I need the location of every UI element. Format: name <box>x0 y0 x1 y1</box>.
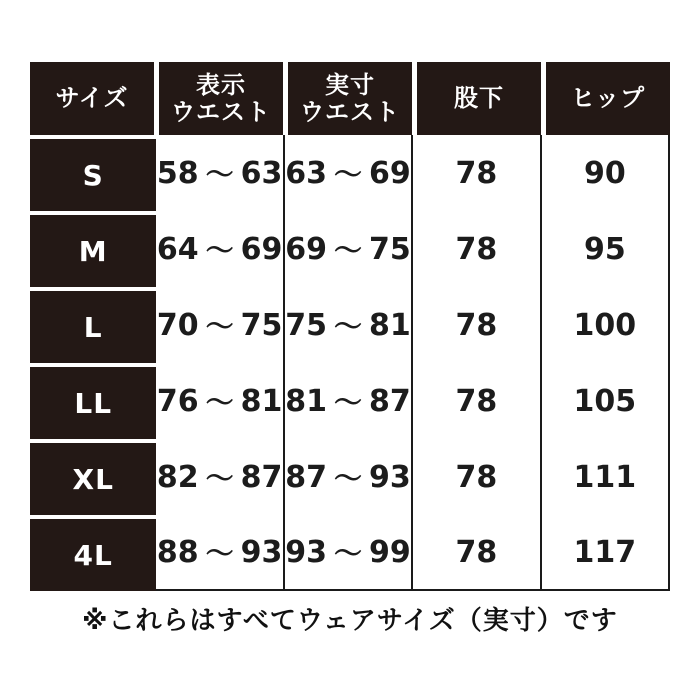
display-waist-cell <box>156 363 282 439</box>
table-row-xl <box>30 439 670 515</box>
size-cell: LL <box>30 363 156 439</box>
hip-cell: 90 <box>540 135 670 211</box>
inseam-cell: 78 <box>411 515 539 591</box>
header-actual-waist-line1: 実寸 <box>325 70 375 99</box>
table-row-ll <box>30 363 670 439</box>
range-min: 82 <box>156 459 199 495</box>
range-min: 76 <box>156 383 199 419</box>
table-row-l <box>30 287 670 363</box>
range-min: 69 <box>285 231 327 267</box>
range-tilde: 〜 <box>334 386 363 419</box>
header-actual-waist-line2: ウエスト <box>300 97 400 126</box>
range-tilde: 〜 <box>205 462 234 495</box>
range-min: 93 <box>285 534 327 570</box>
hip-cell: 100 <box>540 287 670 363</box>
range-max: 75 <box>369 231 411 267</box>
range-tilde: 〜 <box>334 537 363 570</box>
size-cell: S <box>30 135 156 211</box>
range-min: 70 <box>156 307 199 343</box>
range-max: 87 <box>240 459 283 495</box>
header-cell-size <box>30 62 154 135</box>
range-max: 87 <box>369 383 411 419</box>
range-tilde: 〜 <box>334 310 363 343</box>
header-hip-label: ヒップ <box>570 84 646 112</box>
actual-waist-cell <box>283 211 411 287</box>
range-min: 63 <box>285 155 327 191</box>
header-display-waist-line2: ウエスト <box>171 97 271 126</box>
header-cell-display-waist <box>154 62 283 135</box>
actual-waist-cell <box>283 363 411 439</box>
table-row-m <box>30 211 670 287</box>
range-tilde: 〜 <box>334 158 363 191</box>
range-tilde: 〜 <box>205 158 234 191</box>
inseam-cell: 78 <box>411 135 539 211</box>
range-min: 88 <box>156 534 199 570</box>
range-min: 87 <box>285 459 327 495</box>
header-size-label: サイズ <box>55 84 129 112</box>
hip-cell: 117 <box>540 515 670 591</box>
hip-cell: 111 <box>540 439 670 515</box>
actual-waist-cell <box>283 439 411 515</box>
size-cell: XL <box>30 439 156 515</box>
inseam-cell: 78 <box>411 363 539 439</box>
range-min: 64 <box>156 231 199 267</box>
header-inseam-label: 股下 <box>454 84 504 112</box>
range-max: 75 <box>240 307 283 343</box>
range-tilde: 〜 <box>205 234 234 267</box>
inseam-cell: 78 <box>411 287 539 363</box>
display-waist-cell <box>156 211 282 287</box>
size-chart-table <box>30 62 670 591</box>
range-tilde: 〜 <box>205 537 234 570</box>
display-waist-cell <box>156 287 282 363</box>
size-cell: M <box>30 211 156 287</box>
header-cell-actual-waist <box>283 62 412 135</box>
range-max: 99 <box>369 534 411 570</box>
range-max: 63 <box>240 155 283 191</box>
header-row <box>30 62 670 135</box>
display-waist-cell <box>156 135 282 211</box>
actual-waist-cell <box>283 135 411 211</box>
range-tilde: 〜 <box>334 462 363 495</box>
size-cell: L <box>30 287 156 363</box>
hip-cell: 105 <box>540 363 670 439</box>
range-max: 93 <box>369 459 411 495</box>
display-waist-cell <box>156 515 282 591</box>
inseam-cell: 78 <box>411 211 539 287</box>
range-tilde: 〜 <box>334 234 363 267</box>
size-cell: 4L <box>30 515 156 591</box>
display-waist-cell <box>156 439 282 515</box>
range-max: 93 <box>240 534 283 570</box>
range-tilde: 〜 <box>205 310 234 343</box>
range-min: 81 <box>285 383 327 419</box>
range-max: 81 <box>240 383 283 419</box>
hip-cell: 95 <box>540 211 670 287</box>
table-row-4l <box>30 515 670 591</box>
range-min: 75 <box>285 307 327 343</box>
header-cell-hip <box>541 62 670 135</box>
inseam-cell: 78 <box>411 439 539 515</box>
range-max: 81 <box>369 307 411 343</box>
header-cell-inseam <box>412 62 541 135</box>
size-note: ※これらはすべてウェアサイズ（実寸）です <box>82 606 618 636</box>
range-min: 58 <box>156 155 199 191</box>
header-display-waist-line1: 表示 <box>196 70 246 99</box>
range-max: 69 <box>369 155 411 191</box>
actual-waist-cell <box>283 287 411 363</box>
table-row-s <box>30 135 670 211</box>
range-tilde: 〜 <box>205 386 234 419</box>
actual-waist-cell <box>283 515 411 591</box>
range-max: 69 <box>240 231 283 267</box>
